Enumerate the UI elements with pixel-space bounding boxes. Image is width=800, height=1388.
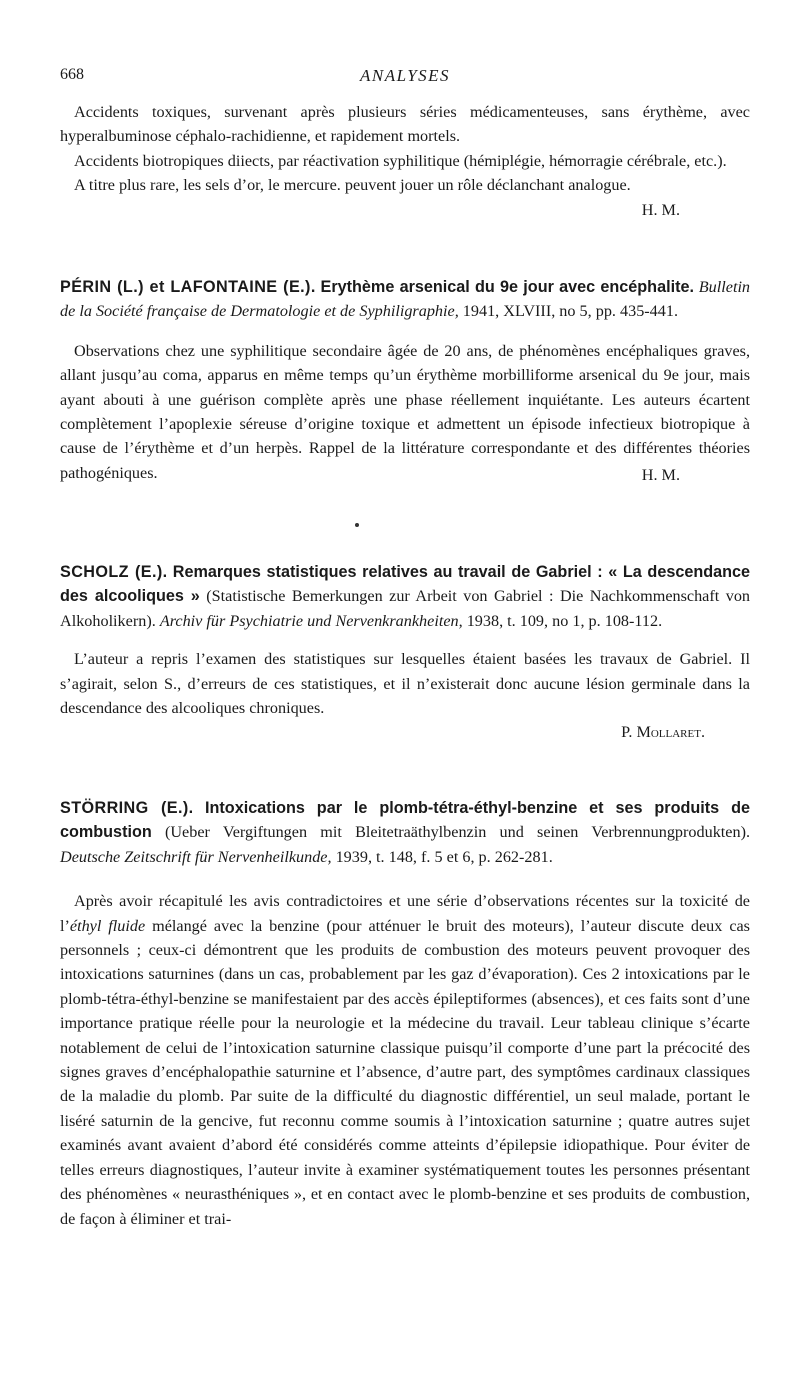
abstract-italic: éthyl fluide: [69, 916, 146, 935]
article-authors: PÉRIN (L.) et LAFONTAINE (E.).: [60, 278, 316, 296]
article-scholz: [60, 560, 750, 745]
citation: 1939, t. 148, f. 5 et 6, p. 262-281.: [335, 847, 553, 866]
abstract: Observations chez une syphilitique secondaire âgée de 20 ans, de phénomènes encéphaliques graves, allant jusqu’au coma, apparus en même temps qu’un érythème morbilliforme arsenical du 9e jour, mais ayant abouti à une guérison complète après une phase réellement inquiétante. Les auteurs écartent complètement l’apoplexie séreuse d’origine toxique et admettent un épisode infectieux biotropique à cause de l’érythème et d’un herpès. Rappel de la littérature correspondante et des différentes théories pathogéniques.: [60, 341, 750, 482]
abstract-part: mélangé avec la benzine (pour atténuer le bruit des moteurs), l’auteur discute deux cas personnels ; ceux-ci démontrent que les produits de combustion des moteurs peuvent provoquer des intoxications saturnines (dans un cas, probablement par les gaz d’évaporation). Ces 2 intoxications par le plomb-tétra-éthyl-benzine se manifestaient par des accès épileptiformes (absences), et ces faits sont d’une importance pratique réelle pour la neurologie et la médecine du travail. Leur tableau clinique s’écarte notablement de celui de l’intoxication saturnine classique puisqu’il comporte d’une part la précocité des signes graves d’encéphalopathie saturnine et l’absence, d’autre part, des symptômes cardinaux classiques de la maladie du plomb. Par suite de la difficulté du diagnostic différentiel, un seul malade, portant le liséré saturnin de la gencive, fut reconnu comme soumis à l’intoxication saturnine ; quatre autres sujet examinés avant avaient d’abord été considérés comme atteints d’épilepsie idiopathique. Pour éviter de telles erreurs diagnostiques, l’auteur invite à examiner systématiquement toutes les personnes présentant des phénomènes « neurasthéniques », et en contact avec le plomb-benzine et ses produits de combustion, de façon à éliminer et trai-: [60, 916, 750, 1228]
article-perin: [60, 275, 750, 488]
signature-name: P. Mollaret.: [621, 723, 705, 742]
article-title: Erythème arsenical du 9e jour avec encéphalite.: [320, 278, 694, 296]
signature: H. M.: [641, 200, 680, 219]
reference: [60, 560, 750, 633]
reference: [60, 796, 750, 869]
signature: [60, 720, 750, 744]
article-title: Remarques statistiques relatives au travail de Gabriel : « La descendance des alcooliques »: [60, 563, 750, 606]
citation: 1938, t. 109, no 1, p. 108-112.: [466, 611, 663, 630]
original-title: (Statistische Bemerkungen zur Arbeit von Gabriel : Die Nachkommenschaft von Alkoholikern).: [60, 587, 751, 630]
article-authors: SCHOLZ (E.).: [60, 563, 168, 581]
reference: [60, 275, 750, 324]
page-number: 668: [60, 66, 84, 83]
journal-name: Archiv für Psychiatrie und Nervenkrankheiten,: [159, 611, 463, 630]
page-header: [60, 66, 750, 90]
original-title: (Ueber Vergiftungen mit Bleitetraäthylbenzin und seinen Verbrennungprodukten).: [164, 823, 751, 842]
separator-dot: [355, 523, 359, 527]
running-head: ANALYSES: [359, 66, 451, 85]
abstract: [60, 889, 750, 1231]
abstract-part: Après avoir récapitulé les avis contradictoires et une série d’observations récentes sur la toxicité de l’: [60, 892, 750, 935]
article-title: Intoxications par le plomb-tétra-éthyl-benzine et ses produits de combustion: [60, 799, 750, 842]
journal-name: Bulletin de la Société française de Dermatologie et de Syphiligraphie,: [60, 278, 751, 321]
article-authors: STÖRRING (E.).: [60, 799, 194, 817]
continuation-section: [60, 100, 750, 222]
signature: H. M.: [641, 466, 680, 485]
continuation-paragraph: Accidents toxiques, survenant après plusieurs séries médicamenteuses, sans érythème, avec hyperalbuminose céphalo-rachidienne, et rapidement mortels.: [60, 103, 750, 146]
continuation-paragraph: Accidents biotropiques diiects, par réactivation syphilitique (hémiplégie, hémorragie cérébrale, etc.).: [74, 151, 727, 170]
abstract: L’auteur a repris l’examen des statistiques sur lesquelles étaient basées les travaux de Gabriel. Il s’agirait, selon S., d’erreurs de ces statistiques, et il n’existerait donc aucune lésion germinale dans la descendance des alcooliques chroniques.: [60, 650, 750, 718]
continuation-paragraph: A titre plus rare, les sels d’or, le mercure. peuvent jouer un rôle déclanchant analogue.: [74, 176, 631, 195]
citation: 1941, XLVIII, no 5, pp. 435-441.: [462, 302, 679, 321]
journal-name: Deutsche Zeitschrift für Nervenheilkunde,: [60, 847, 332, 866]
article-storring: [60, 796, 750, 1231]
